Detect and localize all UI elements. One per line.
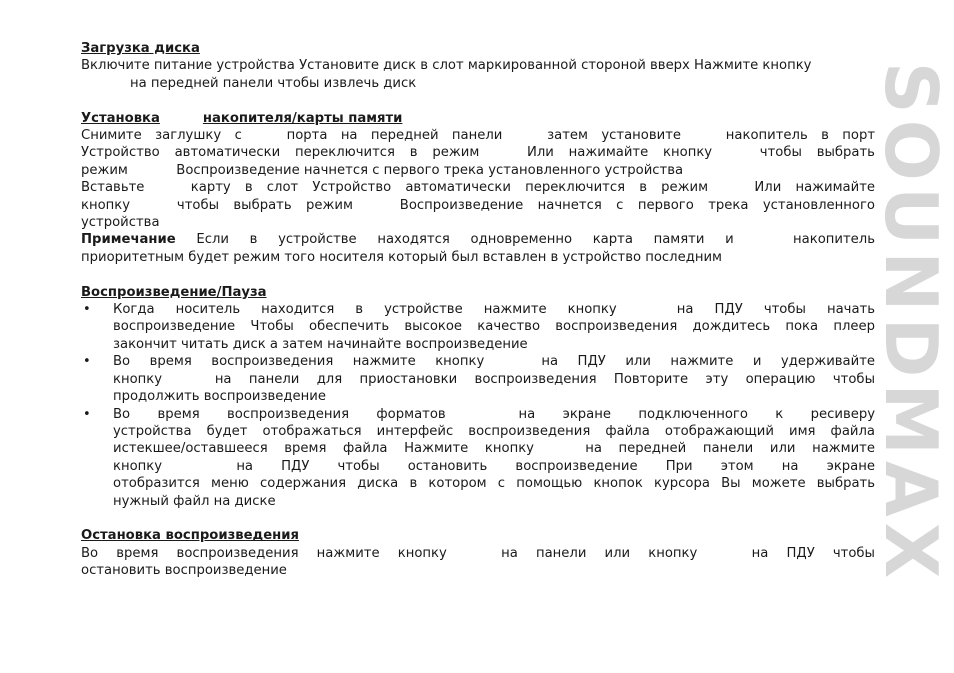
text-line: Включите питание устройства Установите диск в слот маркированной стороной вверх Нажмите кнопку xyxy=(81,58,812,74)
section-storage-install xyxy=(81,110,875,267)
text-fragment: Во время воспроизведения форматов xyxy=(113,406,446,422)
text-fragment: кнопку xyxy=(113,458,163,474)
section-title: Воспроизведение/Пауза xyxy=(81,284,267,300)
bullet-icon: • xyxy=(83,406,91,422)
text-line: закончит читать диск а затем начинайте воспроизведение xyxy=(113,336,528,352)
text-line: нужный файл на диске xyxy=(113,493,276,509)
section-title: Загрузка диска xyxy=(81,41,200,56)
section-title xyxy=(81,110,507,127)
note-line: приоритетным будет режим того носителя который был вставлен в устройство последним xyxy=(81,249,722,265)
section-title-part: Установка xyxy=(81,110,160,126)
brand-logo-text: SOUNDMAX xyxy=(869,61,953,584)
text-fragment: затем установите xyxy=(547,128,682,144)
text-line xyxy=(81,179,875,196)
text-fragment: на ПДУ чтобы остановить воспроизведение При этом на экране xyxy=(236,458,875,474)
section-play-pause xyxy=(81,284,875,510)
text-line xyxy=(113,423,875,440)
text-fragment: отобразится меню содержания диска в котором с помощью кнопок курсора Вы можете выбрать xyxy=(113,476,875,492)
text-fragment: Когда носитель находится в устройстве нажмите кнопку xyxy=(113,302,617,318)
text-line xyxy=(113,318,875,335)
bullet-icon: • xyxy=(83,354,91,370)
text-fragment: на панели для приостановки воспроизведения Повторите эту операцию чтобы xyxy=(214,371,875,387)
text-fragment: кнопку xyxy=(81,197,131,213)
text-line xyxy=(81,127,875,144)
list-item xyxy=(81,406,875,510)
text-line xyxy=(81,144,875,161)
text-fragment: Во время воспроизведения нажмите кнопку xyxy=(113,354,485,370)
text-line xyxy=(81,162,875,179)
text-fragment: на экране подключенного к ресиверу xyxy=(518,406,876,422)
text-line xyxy=(81,545,875,562)
text-fragment: на передней панели или нажмите xyxy=(585,441,875,457)
text-fragment: Во время воспроизведения нажмите кнопку xyxy=(81,545,447,561)
bullet-list xyxy=(81,301,875,510)
text-fragment: на ПДУ или нажмите и удерживайте xyxy=(541,354,875,370)
text-fragment: воспроизведение Чтобы обеспечить высокое качество воспроизведения дождитесь пока плеер xyxy=(113,319,875,335)
text-fragment: истекшее/оставшееся время файла Нажмите кнопку xyxy=(113,441,534,457)
text-fragment: чтобы выбрать режим xyxy=(176,197,353,213)
text-fragment: порта на передней панели xyxy=(286,128,503,144)
text-line xyxy=(113,458,875,475)
text-fragment: на ПДУ чтобы начать xyxy=(676,302,875,318)
text-line: остановить воспроизведение xyxy=(81,563,287,579)
text-line xyxy=(113,353,875,370)
text-fragment: Или нажимайте xyxy=(754,180,875,196)
section-stop-playback xyxy=(81,527,875,579)
text-fragment: Устройство автоматически переключится в режим xyxy=(81,145,480,161)
text-fragment: Воспроизведение начнется с первого трека установленного xyxy=(399,197,875,213)
text-line xyxy=(113,406,875,423)
text-line: устройства xyxy=(81,215,160,231)
text-fragment: на панели или кнопку xyxy=(501,545,698,561)
text-line xyxy=(113,475,875,492)
text-fragment: Вставьте xyxy=(81,180,145,196)
manual-page xyxy=(81,40,875,580)
text-fragment: устройства будет отображаться интерфейс воспроизведения файла отображающий имя файла xyxy=(113,423,875,439)
text-fragment: карту в слот Устройство автоматически переключится в режим xyxy=(190,180,709,196)
text-fragment: режим xyxy=(81,162,128,178)
text-fragment: Или нажимайте кнопку xyxy=(526,145,713,161)
note-label: Примечание xyxy=(81,232,176,248)
text-line xyxy=(113,371,875,388)
section-disc-loading xyxy=(81,40,875,92)
brand-logo xyxy=(869,30,953,615)
note-line xyxy=(81,231,875,248)
text-fragment: чтобы выбрать xyxy=(759,145,875,161)
bullet-icon: • xyxy=(83,302,91,318)
text-fragment: накопитель в порт xyxy=(725,128,875,144)
text-line xyxy=(113,301,875,318)
list-item xyxy=(81,353,875,405)
text-line xyxy=(81,197,875,214)
text-line: продолжить воспроизведение xyxy=(113,389,326,405)
text-line: на передней панели чтобы извлечь диск xyxy=(130,75,417,91)
text-fragment: Снимите заглушку с xyxy=(81,128,242,144)
text-fragment: Воспроизведение начнется с первого трека установленного устройства xyxy=(176,162,684,178)
text-fragment: на ПДУ чтобы xyxy=(751,545,875,561)
text-line xyxy=(113,440,875,457)
note-text xyxy=(196,232,875,247)
section-title: Остановка воспроизведения xyxy=(81,528,299,544)
text-fragment: накопитель xyxy=(793,232,875,248)
text-fragment: Если в устройстве находятся одновременно карта памяти и xyxy=(196,232,734,248)
section-title-part: накопителя/карты памяти xyxy=(202,110,403,126)
text-fragment: кнопку xyxy=(113,371,163,387)
list-item xyxy=(81,301,875,353)
